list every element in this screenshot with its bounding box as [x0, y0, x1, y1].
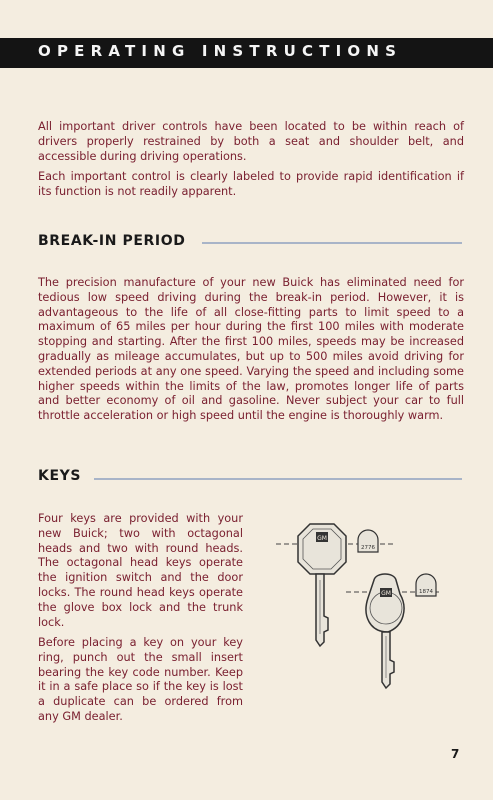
keys-illustration: [276, 522, 446, 692]
round-key-icon: [366, 574, 404, 688]
page-title: OPERATING INSTRUCTIONS: [38, 42, 403, 60]
key-code-tag-1: [358, 530, 378, 552]
header-bar: [0, 38, 493, 68]
break-in-heading: BREAK-IN PERIOD: [38, 233, 186, 249]
intro-paragraph-1: All important driver controls have been located to be within reach of drivers properly restrained by both a seat and shoulder belt, and accessible during driving operations.: [38, 120, 464, 163]
octagonal-key-icon: [298, 524, 346, 646]
svg-text:GM: GM: [317, 535, 327, 542]
page-number: 7: [451, 747, 460, 761]
intro-paragraph-2: Each important control is clearly labeled to provide rapid identification if its function is not readily apparent.: [38, 170, 464, 198]
key-code-tag-2: [416, 574, 436, 596]
keys-paragraph-2: Before placing a key on your key ring, punch out the small insert bearing the key code number. Keep it in a safe place so if the key is lost a duplicate can be ordered from any GM dealer.: [38, 636, 243, 723]
keys-rule: [94, 478, 462, 480]
keys-heading: KEYS: [38, 468, 82, 484]
keys-paragraph-1: Four keys are provided with your new Buick; two with octagonal heads and two with round heads. The octagonal head keys operate the ignition switch and the door locks. The round head keys operate the glove box lock and the trunk lock.: [38, 512, 243, 629]
svg-text:2776: 2776: [361, 545, 375, 551]
break-in-rule: [202, 242, 462, 244]
break-in-paragraph: The precision manufacture of your new Buick has eliminated need for tedious low speed driving during the break-in period. However, it is advantageous to the life of all close-fitting parts to limit speed to a maximum of 65 miles per hour during the first 100 miles with moderate stopping and starting. After the first 100 miles, speeds may be increased gradually as mileage accumulates, but up to 500 miles avoid driving for extended periods at any one speed. Varying the speed and including some higher speeds within the limits of the law, promotes longer life of parts and better economy of oil and gasoline. Never subject your car to full throttle acceleration or high speed until the engine is thoroughly warm.: [38, 276, 464, 423]
svg-text:GM: GM: [381, 590, 391, 597]
svg-text:1874: 1874: [419, 589, 433, 595]
